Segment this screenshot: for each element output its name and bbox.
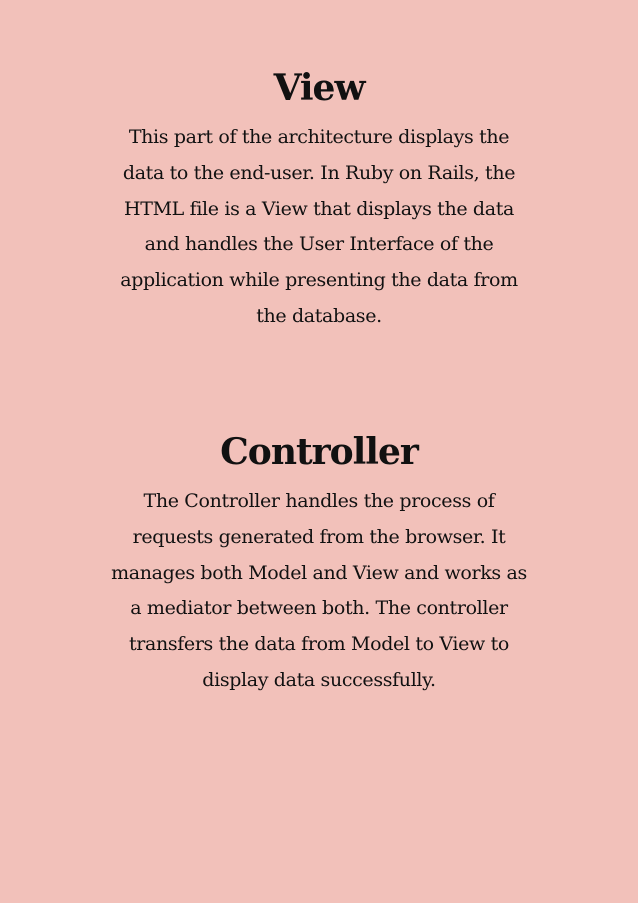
controller-description-line: transfers the data from Model to View to: [128, 633, 510, 656]
controller-description-line: requests generated from the browser. It: [132, 525, 506, 548]
controller-description: [50, 484, 588, 699]
view-description-line: the database.: [256, 304, 382, 327]
controller-description-line: a mediator between both. The controller: [130, 597, 508, 620]
controller-heading: Controller: [220, 431, 418, 473]
view-description-line: application while presenting the data from: [120, 269, 518, 292]
view-description-line: This part of the architecture displays the: [128, 126, 510, 148]
controller-section: [50, 426, 588, 699]
controller-description-line: The Controller handles the process of: [143, 490, 495, 512]
view-heading: View: [273, 67, 365, 109]
view-section: [50, 62, 588, 335]
view-description-line: HTML file is a View that displays the data: [124, 197, 514, 220]
view-description-line: and handles the User Interface of the: [144, 233, 494, 256]
view-description-line: data to the end-user. In Ruby on Rails, the: [122, 161, 516, 184]
controller-description-line: display data successfully.: [202, 668, 436, 691]
view-description: [50, 120, 588, 335]
controller-description-line: manages both Model and View and works as: [111, 561, 527, 584]
